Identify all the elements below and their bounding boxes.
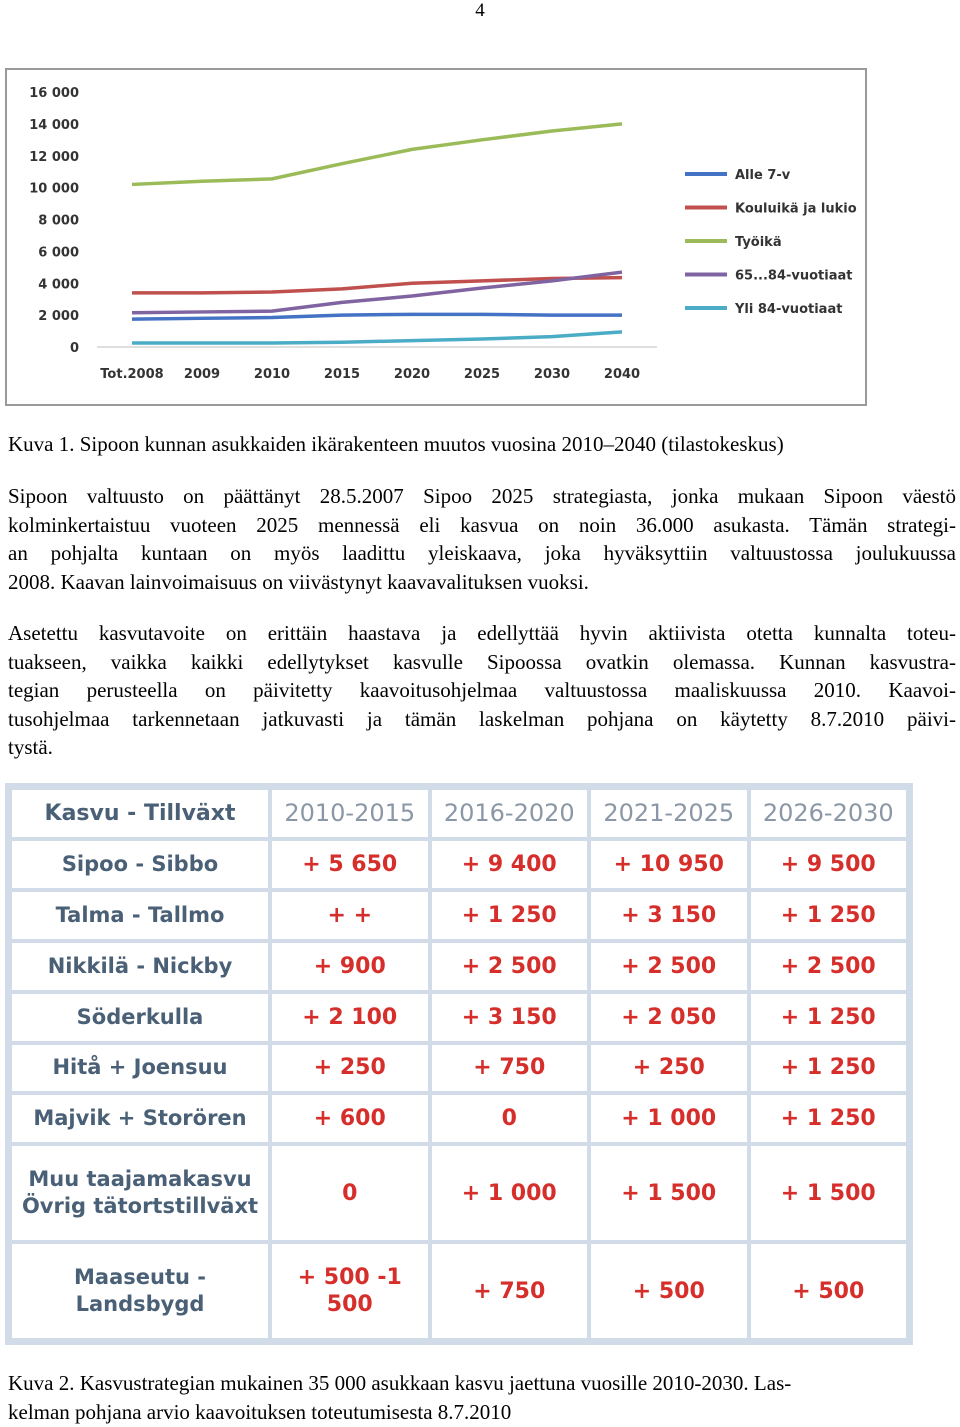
- column-header: 2021-2025: [591, 790, 747, 837]
- paragraph-line: tegian perusteella on päivitetty kaavoitusohjelmaa valtuustossa maaliskuussa 2010. Kaavoi-: [8, 678, 956, 702]
- figure-caption-2: [8, 1369, 791, 1427]
- table-cell: + 2 500: [432, 943, 588, 990]
- legend-label: Työikä: [735, 235, 782, 250]
- table-corner-label: Kasvu - Tillväxt: [12, 790, 268, 837]
- legend-label: Kouluikä ja lukio: [735, 201, 857, 217]
- table-cell: + 1 500: [751, 1146, 907, 1240]
- paragraph-line: Asetettu kasvutavoite on erittäin haastava ja edellyttää hyvin aktiivista otetta kunnalta toteu-: [8, 621, 956, 645]
- y-tick-label: 0: [69, 341, 79, 356]
- page-number: 4: [475, 0, 485, 21]
- x-tick-label: Tot.2008: [100, 367, 164, 382]
- x-tick-label: 2015: [323, 367, 361, 382]
- table-cell: + 750: [432, 1045, 588, 1092]
- table-header-row: [12, 790, 906, 837]
- table-cell: + 1 250: [751, 1095, 907, 1142]
- paragraph-line: Sipoon valtuusto on päättänyt 28.5.2007 Sipoo 2025 strategiasta, jonka mukaan Sipoon väestö: [8, 484, 956, 508]
- paragraph-strategy: [8, 482, 956, 596]
- paragraph-line: an pohjalta kuntaan on myös laadittu yleiskaava, joka hyväksyttiin valtuustossa joulukuussa: [8, 541, 956, 565]
- paragraph-line: 2008. Kaavan lainvoimaisuus on viivästynyt kaavavalituksen vuoksi.: [8, 569, 589, 594]
- table-cell: + 500: [591, 1244, 747, 1338]
- x-tick-label: 2020: [393, 367, 431, 382]
- table-cell: + 1 250: [751, 1045, 907, 1092]
- series-line: [132, 314, 622, 319]
- y-tick-label: 8 000: [38, 213, 79, 229]
- table-cell: + 750: [432, 1244, 588, 1338]
- table-cell: + 1 500: [591, 1146, 747, 1240]
- table-row: [12, 994, 906, 1041]
- table-cell: + 250: [272, 1045, 428, 1092]
- column-header: 2010-2015: [272, 790, 428, 837]
- table-cell: + 2 500: [751, 943, 907, 990]
- y-tick-label: 6 000: [38, 245, 79, 261]
- table-cell: + 2 100: [272, 994, 428, 1041]
- series-line: [132, 332, 622, 343]
- row-label-line: Muu taajamakasvu: [28, 1167, 252, 1192]
- table-cell: + 9 400: [432, 841, 588, 888]
- x-tick-label: 2040: [603, 367, 641, 382]
- y-tick-label: 4 000: [38, 277, 79, 293]
- y-tick-label: 2 000: [38, 309, 79, 325]
- series-line: [132, 124, 622, 185]
- table-cell: + 1 000: [432, 1146, 588, 1240]
- table-cell: + 1 250: [432, 892, 588, 939]
- table-cell: + 1 000: [591, 1095, 747, 1142]
- row-label: Majvik + Storören: [12, 1095, 268, 1142]
- table-cell: + 2 500: [591, 943, 747, 990]
- x-tick-label: 2009: [183, 367, 221, 382]
- table-cell: + +: [272, 892, 428, 939]
- row-label-line: Övrig tätortstillväxt: [21, 1194, 259, 1219]
- table-row: [12, 1244, 906, 1338]
- row-label: Nikkilä - Nickby: [12, 943, 268, 990]
- table-cell: + 600: [272, 1095, 428, 1142]
- table-row: [12, 892, 906, 939]
- column-header: 2016-2020: [432, 790, 588, 837]
- table-row: [12, 1095, 906, 1142]
- table-cell: + 1 250: [751, 892, 907, 939]
- row-label: [12, 1146, 268, 1240]
- table-cell: 0: [272, 1146, 428, 1240]
- column-header: 2026-2030: [751, 790, 907, 837]
- table-cell: + 900: [272, 943, 428, 990]
- table-row: [12, 1045, 906, 1092]
- row-label: Maaseutu - Landsbygd: [12, 1244, 268, 1338]
- caption-line: kelman pohjana arvio kaavoituksen toteutumisesta 8.7.2010: [8, 1400, 512, 1424]
- y-tick-label: 16 000: [29, 86, 79, 101]
- table-row: [12, 841, 906, 888]
- y-tick-label: 14 000: [29, 117, 79, 133]
- y-tick-label: 10 000: [29, 181, 79, 197]
- table-row: [12, 1146, 906, 1240]
- row-label: Hitå + Joensuu: [12, 1045, 268, 1092]
- row-label: Söderkulla: [12, 994, 268, 1041]
- paragraph-line: tuakseen, vaikka kaikki edellytykset kasvulle Sipoossa ovatkin olemassa. Kunnan kasvustra-: [8, 649, 956, 674]
- table-cell: + 3 150: [432, 994, 588, 1041]
- paragraph-line: tusohjelmaa tarkennetaan jatkuvasti ja tämän laskelman pohjana on käytetty 8.7.2010 päivi-: [8, 706, 956, 731]
- table-cell: + 500 -1 500: [272, 1244, 428, 1338]
- table-row: [12, 943, 906, 990]
- table-cell: + 2 050: [591, 994, 747, 1041]
- table-cell: + 250: [591, 1045, 747, 1092]
- table-cell: + 500: [751, 1244, 907, 1338]
- table-cell: + 5 650: [272, 841, 428, 888]
- row-label: Sipoo - Sibbo: [12, 841, 268, 888]
- table-cell: 0: [432, 1095, 588, 1142]
- chart-svg: [7, 70, 865, 404]
- paragraph-line: kolminkertaistuu vuoteen 2025 mennessä eli kasvua on noin 36.000 asukasta. Tämän strategi-: [8, 512, 956, 537]
- x-tick-label: 2030: [533, 367, 571, 382]
- growth-table: [8, 786, 910, 1342]
- table-cell: + 9 500: [751, 841, 907, 888]
- table-cell: + 3 150: [591, 892, 747, 939]
- legend-label: Yli 84-vuotiaat: [735, 302, 843, 317]
- growth-table-frame: [5, 783, 913, 1345]
- table-cell: + 1 250: [751, 994, 907, 1041]
- x-tick-label: 2025: [463, 367, 501, 382]
- paragraph-target: [8, 619, 956, 762]
- table-cell: + 10 950: [591, 841, 747, 888]
- figure-caption-1: Kuva 1. Sipoon kunnan asukkaiden ikärakenteen muutos vuosina 2010–2040 (tilastokeskus): [8, 432, 784, 456]
- legend-label: 65...84-vuotiaat: [735, 268, 853, 284]
- population-chart: [5, 68, 867, 406]
- x-tick-label: 2010: [253, 367, 291, 382]
- caption-line: Kuva 2. Kasvustrategian mukainen 35 000 asukkaan kasvu jaettuna vuosille 2010-2030. Las-: [8, 1371, 792, 1395]
- legend-label: Alle 7-v: [735, 168, 791, 183]
- y-tick-label: 12 000: [29, 149, 79, 165]
- row-label: Talma - Tallmo: [12, 892, 268, 939]
- paragraph-line: tystä.: [8, 735, 53, 759]
